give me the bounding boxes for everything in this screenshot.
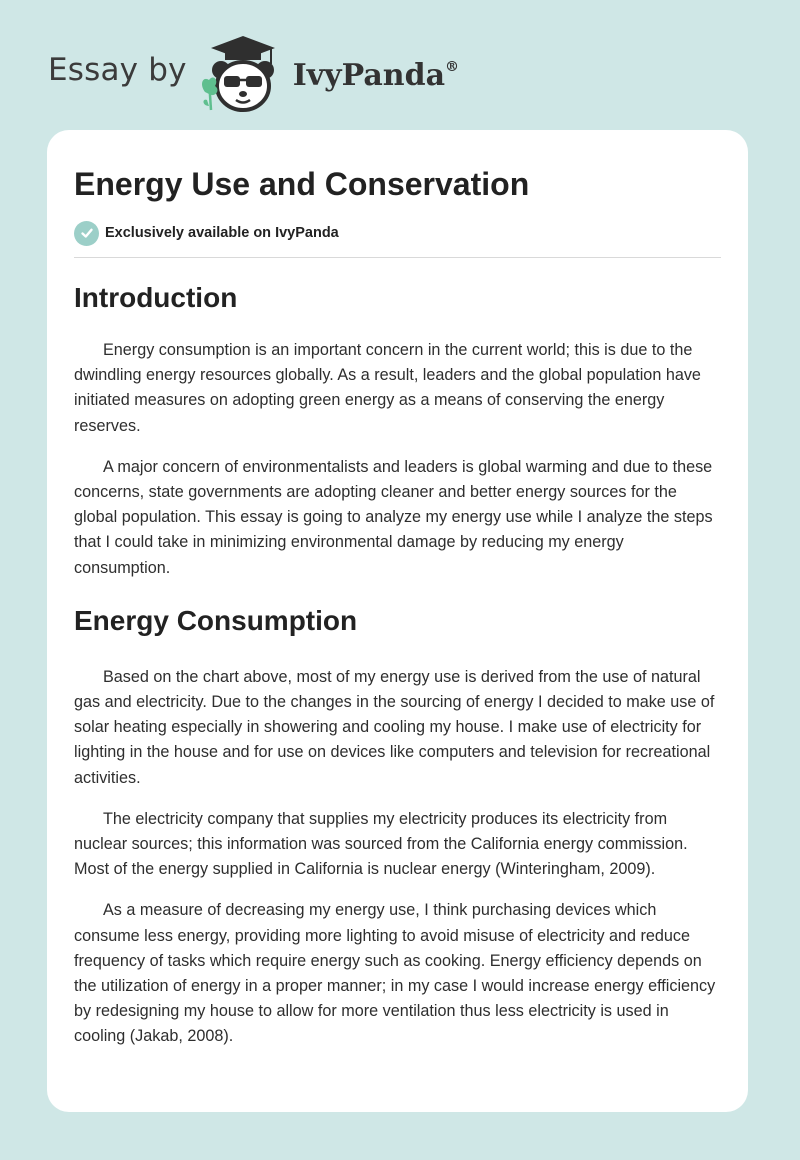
essay-card	[47, 130, 748, 1112]
check-circle-icon	[74, 221, 99, 246]
ivypanda-logo-icon	[197, 34, 289, 114]
title-divider	[74, 257, 721, 258]
paragraph: Based on the chart above, most of my energy use is derived from the use of natural gas and electricity. Due to the changes in the sourcing of energy I decided to make use of solar heating especially in showering and cooling my house. I make use of electricity for lighting in the house and for use on devices like computers and television for recreational activities.	[74, 667, 715, 787]
section-heading-energy-consumption: Energy Consumption	[74, 604, 358, 636]
section-energy-consumption	[74, 665, 721, 1050]
brand-header[interactable]	[48, 34, 459, 114]
exclusive-badge	[74, 220, 721, 246]
registered-mark: ®	[445, 58, 460, 75]
badge-text: Exclusively available on IvyPanda	[105, 225, 339, 241]
essay-title: Energy Use and Conservation	[74, 166, 530, 202]
brand-prefix: Essay by	[48, 52, 187, 88]
paragraph: Energy consumption is an important concern in the current world; this is due to the dwindling energy resources globally. As a result, leaders and the global population have initiated measures on adopting green energy as a means of conserving the energy reserves.	[74, 341, 701, 435]
paragraph: A major concern of environmentalists and leaders is global warming and due to these concerns, state governments are adopting cleaner and better energy sources for the global population. This essay is going to analyze my energy use while I analyze the steps that I could take in minimizing environmental damage by reducing my energy consumption.	[74, 457, 713, 577]
brand-name: IvyPanda®	[292, 57, 460, 93]
paragraph: The electricity company that supplies my electricity produces its electricity from nuclear sources; this information was sourced from the California energy commission. Most of the energy supplied in California is nuclear energy (Winteringham, 2009).	[74, 809, 688, 879]
section-introduction	[74, 338, 721, 581]
section-heading-introduction: Introduction	[74, 282, 238, 313]
paragraph: As a measure of decreasing my energy use, I think purchasing devices which consume less energy, providing more lighting to avoid misuse of electricity and reduce frequency of tasks which require energy such as cooking. Energy efficiency depends on the utilization of energy in a proper manner; in my case I would increase energy efficiency by redesigning my house to allow for more ventilation thus less electricity is used in cooling (Jakab, 2008).	[74, 901, 716, 1046]
